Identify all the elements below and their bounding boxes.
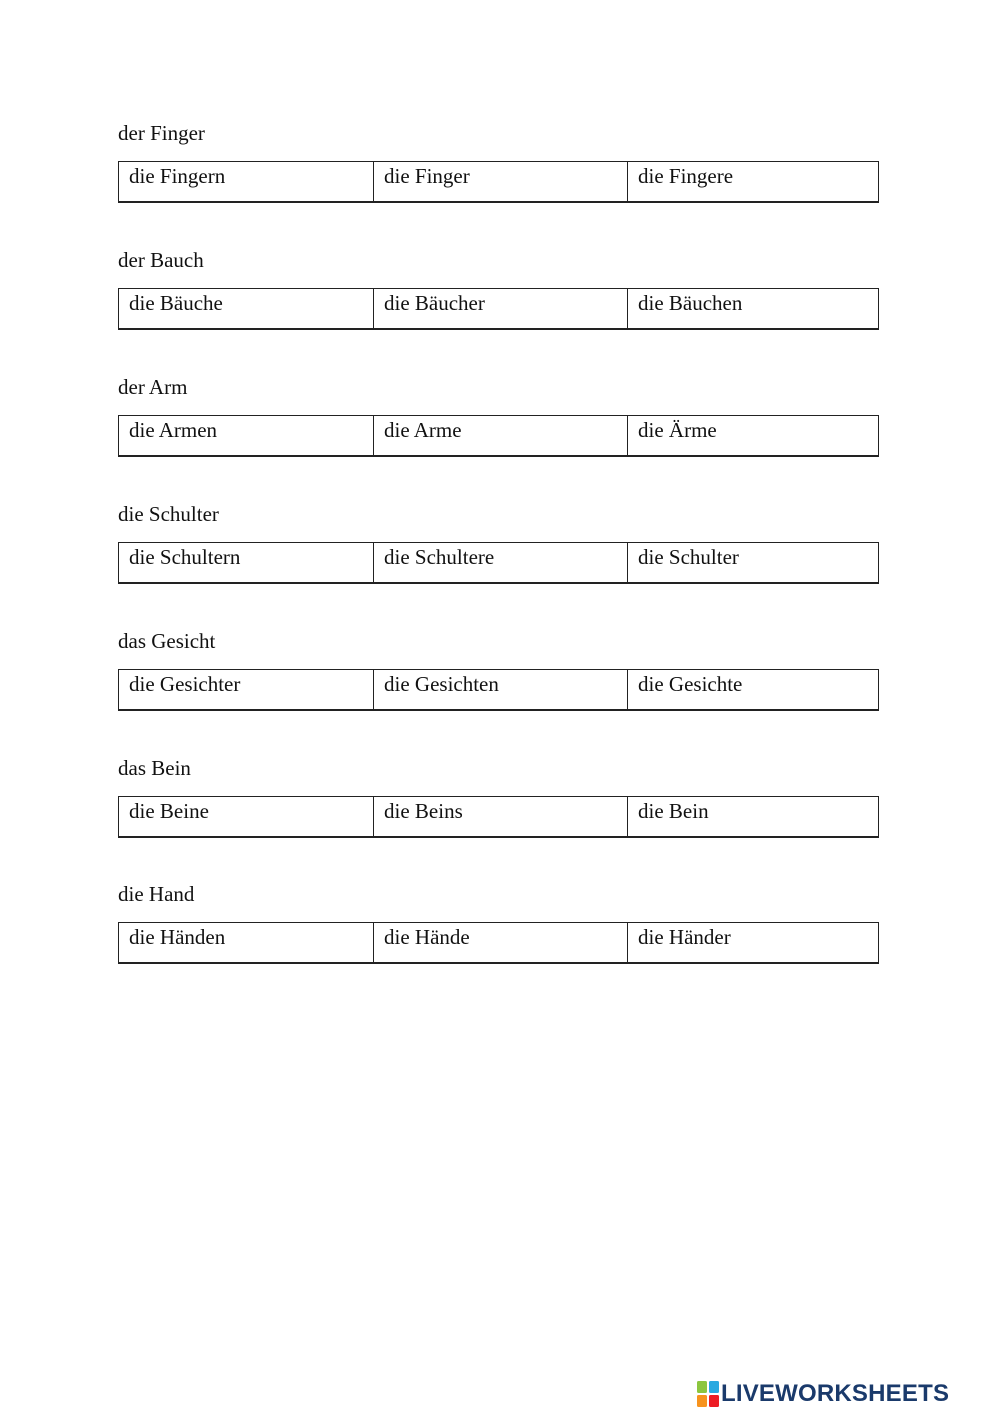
question-der-finger <box>118 121 879 188</box>
question-word: der Finger <box>118 121 205 145</box>
options-table <box>118 288 879 330</box>
question-der-bauch <box>118 248 879 315</box>
option-cell[interactable]: die Ärme <box>627 416 878 455</box>
option-cell[interactable]: die Bäucher <box>373 289 627 328</box>
question-word: die Hand <box>118 882 195 906</box>
question-word: das Bein <box>118 756 191 780</box>
question-das-bein <box>118 756 879 823</box>
option-cell[interactable]: die Gesichter <box>129 672 241 696</box>
option-cell[interactable]: die Beine <box>129 799 209 823</box>
option-cell[interactable]: die Gesichte <box>627 670 878 709</box>
question-die-schulter <box>118 502 879 569</box>
option-cell[interactable]: die Schulter <box>627 543 878 582</box>
liveworksheets-brand <box>697 1380 949 1408</box>
options-table <box>118 796 879 838</box>
option-cell[interactable]: die Schultern <box>129 545 241 569</box>
option-cell[interactable]: die Beins <box>373 797 627 836</box>
options-table <box>118 161 879 203</box>
option-cell[interactable]: die Händer <box>627 923 878 962</box>
options-table <box>118 542 879 584</box>
option-cell[interactable]: die Bäuche <box>129 291 223 315</box>
option-cell[interactable]: die Gesichten <box>373 670 627 709</box>
option-cell[interactable]: die Händen <box>129 925 226 949</box>
option-cell[interactable]: die Schultere <box>373 543 627 582</box>
option-cell[interactable]: die Fingern <box>129 164 226 188</box>
question-word: der Bauch <box>118 248 204 272</box>
option-cell[interactable]: die Armen <box>129 418 218 442</box>
question-word: der Arm <box>118 375 188 399</box>
brand-name: LIVEWORKSHEETS <box>721 1380 950 1407</box>
option-cell[interactable]: die Bein <box>627 797 878 836</box>
question-word: das Gesicht <box>118 629 216 653</box>
option-cell[interactable]: die Fingere <box>627 162 878 201</box>
question-die-hand <box>118 882 879 949</box>
options-table <box>118 922 879 964</box>
option-cell[interactable]: die Arme <box>373 416 627 455</box>
question-der-arm <box>118 375 879 442</box>
liveworksheets-logo-icon <box>697 1381 719 1407</box>
option-cell[interactable]: die Finger <box>373 162 627 201</box>
question-word: die Schulter <box>118 502 219 526</box>
option-cell[interactable]: die Hände <box>373 923 627 962</box>
option-cell[interactable]: die Bäuchen <box>627 289 878 328</box>
question-das-gesicht <box>118 629 879 696</box>
options-table <box>118 669 879 711</box>
options-table <box>118 415 879 457</box>
